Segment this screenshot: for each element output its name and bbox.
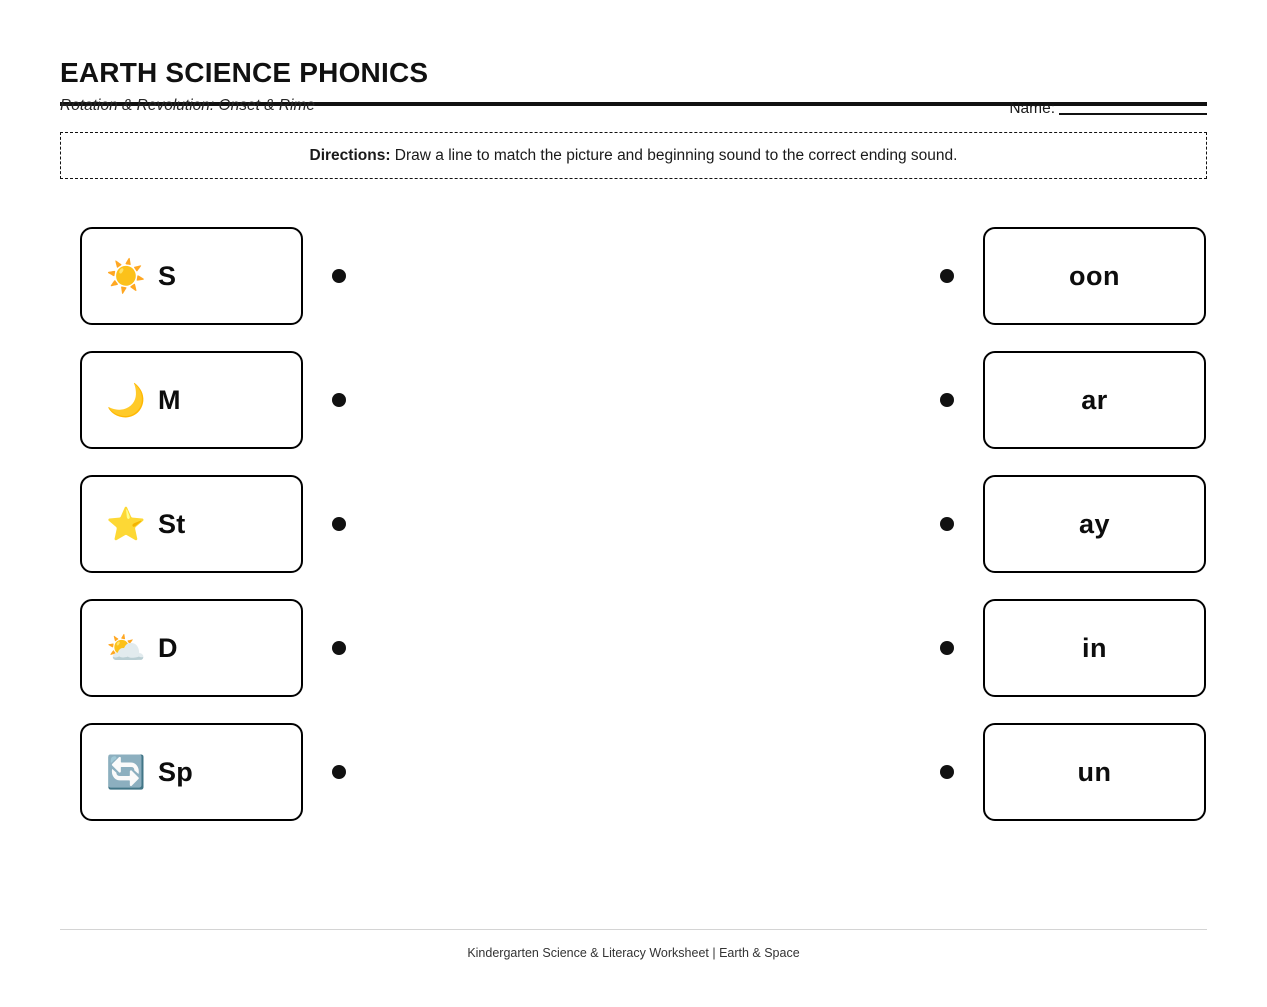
onset-row [80, 227, 346, 325]
rime-column [940, 227, 1206, 821]
rime-connector-dot[interactable] [940, 269, 954, 283]
directions-text [310, 147, 958, 165]
page-title: EARTH SCIENCE PHONICS [60, 57, 429, 88]
worksheet-header [60, 0, 1207, 117]
rime-label: in [1082, 632, 1107, 663]
directions-label: Directions: [309, 146, 391, 164]
sun-behind-cloud-icon: ⛅ [106, 630, 146, 666]
onset-connector-dot[interactable] [332, 765, 346, 779]
rime-label: un [1077, 756, 1112, 787]
rime-row [940, 723, 1206, 821]
star-icon: ⭐ [106, 506, 146, 542]
onset-label: St [158, 508, 186, 539]
onset-connector-dot[interactable] [332, 269, 346, 283]
rime-card[interactable] [983, 227, 1206, 325]
onset-label: S [158, 260, 177, 291]
rime-row [940, 599, 1206, 697]
rime-connector-dot[interactable] [940, 641, 954, 655]
onset-label: Sp [158, 756, 194, 787]
onset-row [80, 723, 346, 821]
rime-row [940, 351, 1206, 449]
name-label: Name: [1009, 100, 1055, 117]
name-field[interactable] [1009, 101, 1207, 118]
directions-box [60, 132, 1207, 179]
onset-connector-dot[interactable] [332, 517, 346, 531]
rime-card[interactable] [983, 599, 1206, 697]
refresh-arrows-icon: 🔄 [106, 754, 146, 790]
rime-connector-dot[interactable] [940, 517, 954, 531]
directions-body: Draw a line to match the picture and beginning sound to the correct ending sound. [394, 146, 958, 164]
onset-label: D [158, 632, 178, 663]
footer-text: Kindergarten Science & Literacy Worksheet | Earth & Space [467, 946, 800, 960]
onset-connector-dot[interactable] [332, 393, 346, 407]
worksheet-footer [60, 929, 1207, 960]
onset-column [80, 227, 346, 821]
rime-row [940, 475, 1206, 573]
rime-card[interactable] [983, 351, 1206, 449]
matching-activity [60, 227, 1207, 827]
crescent-moon-icon: 🌙 [106, 382, 146, 418]
name-write-line[interactable] [1059, 113, 1207, 115]
rime-label: ay [1078, 508, 1111, 539]
onset-label: M [158, 384, 181, 415]
onset-card[interactable] [80, 351, 303, 449]
rime-label: ar [1081, 384, 1108, 415]
rime-card[interactable] [983, 723, 1206, 821]
onset-card[interactable] [80, 723, 303, 821]
onset-card[interactable] [80, 475, 303, 573]
rime-card[interactable] [983, 475, 1206, 573]
onset-row [80, 351, 346, 449]
footer-divider [60, 929, 1207, 930]
page-subtitle: Rotation & Revolution: Onset & Rime [60, 97, 316, 115]
onset-row [80, 599, 346, 697]
sun-icon: ☀️ [106, 258, 146, 294]
onset-connector-dot[interactable] [332, 641, 346, 655]
rime-connector-dot[interactable] [940, 393, 954, 407]
rime-row [940, 227, 1206, 325]
onset-card[interactable] [80, 227, 303, 325]
rime-connector-dot[interactable] [940, 765, 954, 779]
onset-card[interactable] [80, 599, 303, 697]
onset-row [80, 475, 346, 573]
rime-label: oon [1069, 260, 1120, 291]
